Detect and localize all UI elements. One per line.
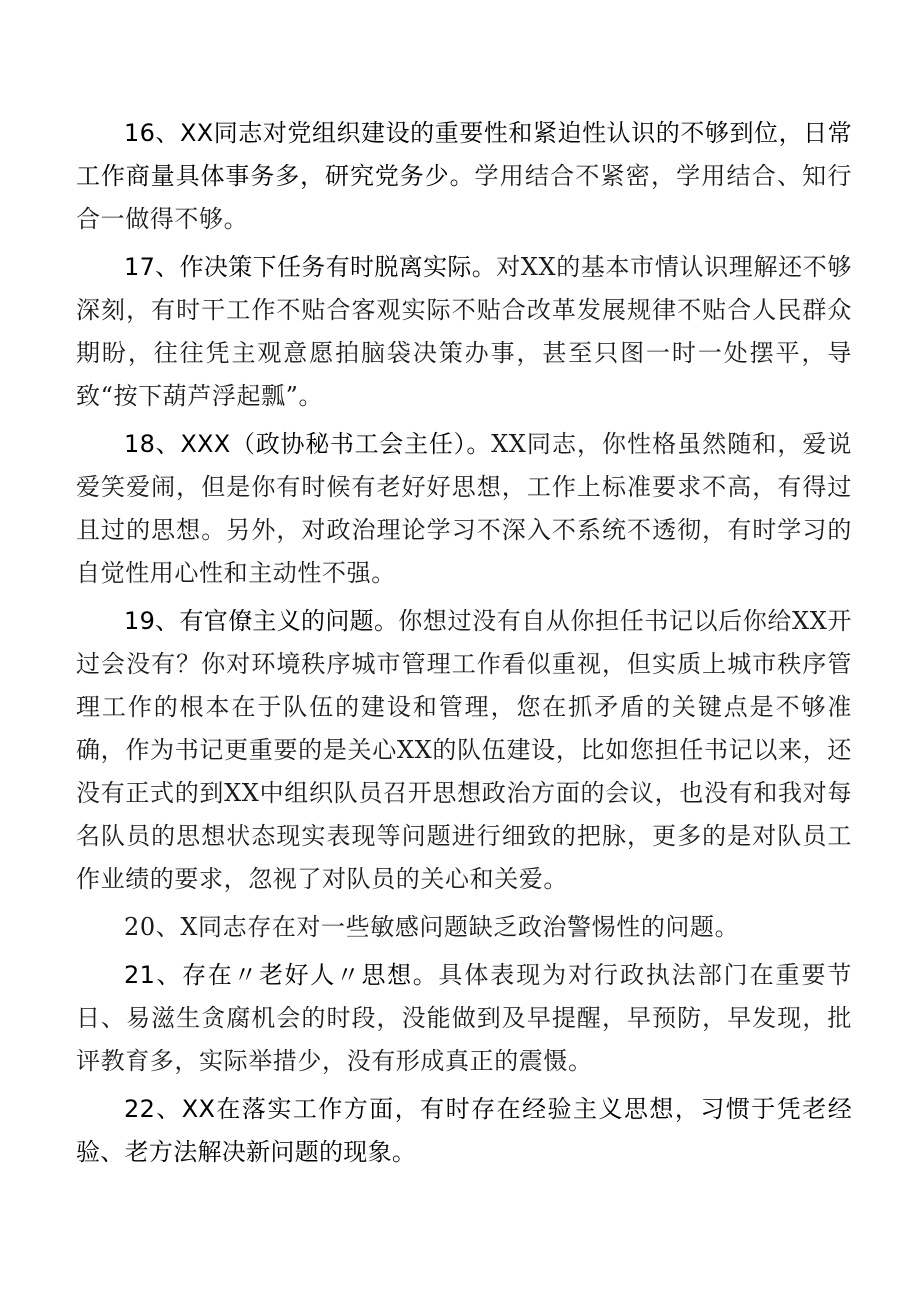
paragraph-18 bbox=[76, 423, 852, 595]
paragraph-22 bbox=[76, 1088, 852, 1174]
paragraph-21-text: 具体表现为对行政执法部门在重要节日、易滋生贪腐机会的时段，没能做到及早提醒，早预防，早发现，批评教育多，实际举措少，没有形成真正的震慑。 bbox=[76, 961, 852, 1075]
document-page bbox=[76, 112, 852, 1179]
paragraph-19-lead: 19、有官僚主义的问题。 bbox=[124, 607, 399, 635]
paragraph-21-lead: 21、存在〃老好人〃思想。 bbox=[124, 961, 439, 989]
paragraph-20-text: 20、X同志存在对一些敏感问题缺乏政治警惕性的问题。 bbox=[124, 913, 740, 941]
paragraph-22-lead: 22、XX在落实工作方面，有时存在经验主义思想，习惯于凭老经验、老方法解决新问题的现象。 bbox=[76, 1095, 852, 1166]
paragraph-18-lead: 18、XXX（政协秘书工会主任）。 bbox=[124, 430, 492, 458]
paragraph-17-lead: 17、作决策下任务有时脱离实际。 bbox=[124, 253, 497, 281]
paragraph-17 bbox=[76, 246, 852, 418]
paragraph-18-text: XX同志，你性格虽然随和，爱说爱笑爱闹，但是你有时候有老好好思想，工作上标准要求不高，有得过且过的思想。另外，对政治理论学习不深入不系统不透彻，有时学习的自觉性用心性和主动性不强。 bbox=[76, 430, 853, 587]
paragraph-16 bbox=[76, 112, 852, 241]
paragraph-16-text: 学用结合不紧密，学用结合、知行合一做得不够。 bbox=[76, 162, 852, 233]
paragraph-21 bbox=[76, 954, 852, 1083]
paragraph-19 bbox=[76, 600, 852, 901]
paragraph-17-text: 对XX的基本市情认识理解还不够深刻，有时干工作不贴合客观实际不贴合改革发展规律不贴合人民群众期盼，往往凭主观意愿拍脑袋决策办事，甚至只图一时一处摆平，导致“按下葫芦浮起瓢”。 bbox=[76, 253, 853, 410]
paragraph-16-lead: 16、XX同志对党组织建设的重要性和紧迫性认识的不够到位，日常工作商量具体事务多，研究党务少。 bbox=[76, 119, 852, 190]
paragraph-20 bbox=[76, 906, 852, 949]
paragraph-19-text: 你想过没有自从你担任书记以后你给XX开过会没有？你对环境秩序城市管理工作看似重视，但实质上城市秩序管理工作的根本在于队伍的建设和管理，您在抓矛盾的关键点是不够准确，作为书记更重要的是关心XX的队伍建设，比如您担任书记以来，还没有正式的到XX中组织队员召开思想政治方面的会议，也没有和我对每名队员的思想状态现实表现等问题进行细致的把脉，更多的是对队员工作业绩的要求，忽视了对队员的关心和关爱。 bbox=[76, 607, 852, 893]
